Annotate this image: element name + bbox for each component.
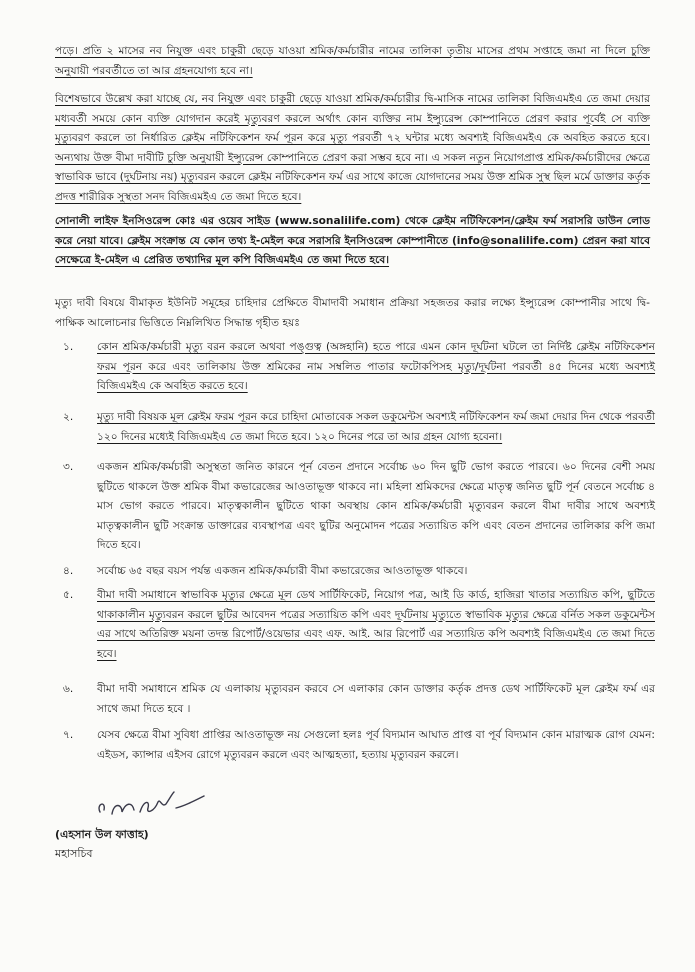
decision-item-7 — [55, 726, 655, 765]
item-text: মৃত্যু দাবী বিষয়ক মূল ক্লেইম ফরম পূরন করে চাহিদা মোতাবেক সকল ডকুমেন্টস অবশ্যই নটিফিকেশন ফর্ম জমা দেয়ার দিন থেকে পরবর্তী ১২০ দিনের মধ্যেই বিজিএমইএ তে জমা দিতে হবে। ১২০ দিনের পরে তা আর গ্রহন যোগ্য হবেনা। — [97, 411, 655, 443]
item-number: ৪. — [63, 565, 74, 577]
item-number: ৫. — [63, 589, 74, 601]
handwritten-signature — [92, 778, 222, 822]
item-text: সর্বোচ্চ ৬৫ বছর বয়স পর্যন্ত একজন শ্রমিক/কর্মচারী বীমা কভারেজের আওতাভূক্ত থাকবে। — [97, 565, 468, 577]
item-text: বীমা দাবী সমাধানে স্বাভাবিক মৃত্যুর ক্ষেত্রে মূল ডেথ সার্টিফিকেট, নিয়োগ পত্র, আই ডি কার্ড, হাজিরা খাতার সত্যায়িত কপি, ছুটিতে থাকাকালীন মৃত্যুবরন করলে ছুটির আবেদন পত্রের সত্যায়িত কপি এবং দূর্ঘটনায় মৃত্যুতে স্বাভাবিক মৃত্যুর ক্ষেত্রে বর্নিত সকল ডকুমেন্টস এর সাথে অতিরিক্ত ময়না তদন্ত রিপোর্ট/ওয়েভার এবং এফ. আই. আর রিপোর্ট এর সত্যায়িত কপি অবশ্যই বিজিএমইএ তে জমা দিতে হবে। — [97, 589, 655, 660]
decision-item-4 — [55, 562, 655, 582]
decision-item-5 — [55, 586, 655, 664]
item-number: ১. — [63, 341, 74, 353]
signer-name: (এহসান উল ফাত্তাহ) — [55, 828, 149, 841]
decision-item-2 — [55, 408, 655, 447]
decision-item-6 — [55, 680, 655, 719]
signer-title: মহাসচিব — [55, 847, 93, 860]
intro-paragraph: পড়ে। প্রতি ২ মাসের নব নিযুক্ত এবং চাকুরী ছেড়ে যাওয়া শ্রমিক/কর্মচারীর নামের তালিকা তৃতীয় মাসের প্রথম সপ্তাহে জমা না দিলে চুক্তি অনুযায়ী পরবর্তীতে তা আর গ্রহনযোগ্য হবে না। — [55, 45, 650, 77]
item-number: ৬. — [63, 683, 74, 695]
item-text: বীমা দাবী সমাধানে শ্রমিক যে এলাকায় মৃত্যুবরন করবে সে এলাকার কোন ডাক্তার কর্তৃক প্রদত্ত ডেথ সার্টিফিকেট মূল ক্লেইম ফর্ম এর সাথে জমা দিতে হবে । — [97, 683, 655, 715]
decision-item-1 — [55, 338, 655, 397]
item-number: ২. — [63, 411, 74, 423]
item-number: ৭. — [63, 729, 74, 741]
item-number: ৩. — [63, 461, 74, 473]
notice-paragraph-new-hires: বিশেষভাবে উল্লেখ করা যাচ্ছে যে, নব নিযুক্ত এবং চাকুরী ছেড়ে যাওয়া শ্রমিক/কর্মচারীর দ্বি-মাসিক নামের তালিকা বিজিএমইএ তে জমা দেয়ার মধ্যবর্তী সময়ে কোন ব্যক্তি যোগদান করেই মৃত্যুবরণ করলে অর্থাৎ কোন ব্যক্তির নাম ইন্স্যুরেন্স কোম্পানিতে প্রেরণ করার পূর্বেই সে ব্যক্তি মৃত্যুবরণ করলে তা নির্ধারিত ক্লেইম নটিফিকেশন ফর্ম পূরন করে মৃত্যু পরবর্তী ৭২ ঘন্টার মধ্যে অবশ্যই বিজিএমইএ কে অবহিত করতে হবে। অন্যথায় উক্ত বীমা দাবীটি চুক্তি অনুযায়ী ইন্স্যুরেন্স কোম্পানিতে প্রেরণ করা সম্ভব হবে না। এ সকল নতুন নিয়োগপ্রাপ্ত শ্রমিক/কর্মচারীদের ক্ষেত্রে স্বাভাবিক ভাবে (দুর্ঘটনায় নয়) মৃত্যুবরন করলে ক্লেইম নটিফিকেশন ফর্ম এর সাথে কাজে যোগদানের সময় উক্ত শ্রমিক সুস্থ ছিল মর্মে ডাক্তার কর্তৃক প্রদত্ত শারীরিক সুস্থতা সনদ বিজিএমইএ তে জমা দিতে হবে। — [55, 93, 650, 203]
decision-item-3 — [55, 458, 655, 556]
item-text: কোন শ্রমিক/কর্মচারী মৃত্যু বরন করলে অথবা পঙ্গুত্ব (অঙ্গহানি) হতে পারে এমন কোন দূর্ঘটনা ঘটলে তা নির্দিষ্ট ক্লেইম নটিফিকেশন ফরম পূরন করে এবং তালিকায় উক্ত শ্রমিকের নাম সম্বলিত পাতার ফটোকপিসহ মৃত্যু/দূর্ঘটনা পরবর্তী ৪৫ দিনের মধ্যে অবশ্যই বিজিএমইএ কে অবহিত করতে হবে। — [97, 341, 655, 392]
notice-paragraph-decisions: মৃত্যু দাবী বিষয়ে বীমাকৃত ইউনিট সমূহের চাহিদার প্রেক্ষিতে বীমাদাবী সমাধান প্রক্রিয়া সহজতর করার লক্ষ্যে ইন্স্যুরেন্স কোম্পানীর সাথে দ্বি-পাক্ষিক আলোচনার ভিত্তিতে নিম্নলিখিত সিদ্ধান্ত গৃহীত হয়ঃ — [55, 297, 650, 329]
item-text: একজন শ্রমিক/কর্মচারী অসুস্থতা জনিত কারনে পূর্ন বেতন প্রদানে সর্বোচ্চ ৬০ দিন ছুটি ভোগ করতে পারবে। ৬০ দিনের বেশী সময় ছুটিতে থাকলে উক্ত শ্রমিক বীমা কভারেজের আওতাভূক্ত থাকবে না। মহিলা শ্রমিকদের ক্ষেত্রে মাতৃত্ব জনিত ছুটি পূর্ন বেতনে সর্বোচ্চ ৪ মাস ভোগ করতে পারবে। মাতৃত্বকালীন ছুটিতে থাকা অবস্থায় কোন শ্রমিক/কর্মচারী মৃত্যুবরন করলে বীমা দাবীর সাথে অবশ্যই মাতৃত্বকালীন ছুটি সংক্রান্ত ডাক্তারের ব্যবস্থাপত্র এবং ছুটির অনুমোদন পত্রের সত্যায়িত কপি এবং বেতন প্রদানের তালিকার কপি জমা দিতে হবে। — [97, 461, 655, 551]
item-text: যেসব ক্ষেত্রে বীমা সুবিধা প্রাপ্তির আওতাভূক্ত নয় সেগুলো হলঃ পূর্ব বিদ্যমান আঘাত প্রাপ্ত বা পূর্ব বিদ্যমান কোন মারাত্মক রোগ যেমন: এইডস, ক্যান্সার এইসব রোগে মৃত্যুবরন করলে এবং আত্মহত্যা, হত্যায় মৃত্যুবরন করলে। — [97, 729, 655, 761]
notice-paragraph-claim-download: সোনালী লাইফ ইনসিওরেন্স কোঃ এর ওয়েব সাইড (www.sonalilife.com) থেকে ক্লেইম নটিফিকেশন/ক্লেইম ফর্ম সরাসরি ডাউন লোড করে নেয়া যাবে। ক্লেইম সংক্রান্ত যে কোন তথ্য ই-মেইল করে সরাসরি ইনসিওরেন্স কোম্পানীতে (info@sonalilife.com) প্রেরন করা যাবে সেক্ষেত্রে ই-মেইল এ প্রেরিত তথ্যাদির মূল কপি বিজিএমইএ তে জমা দিতে হবে। — [55, 215, 650, 266]
